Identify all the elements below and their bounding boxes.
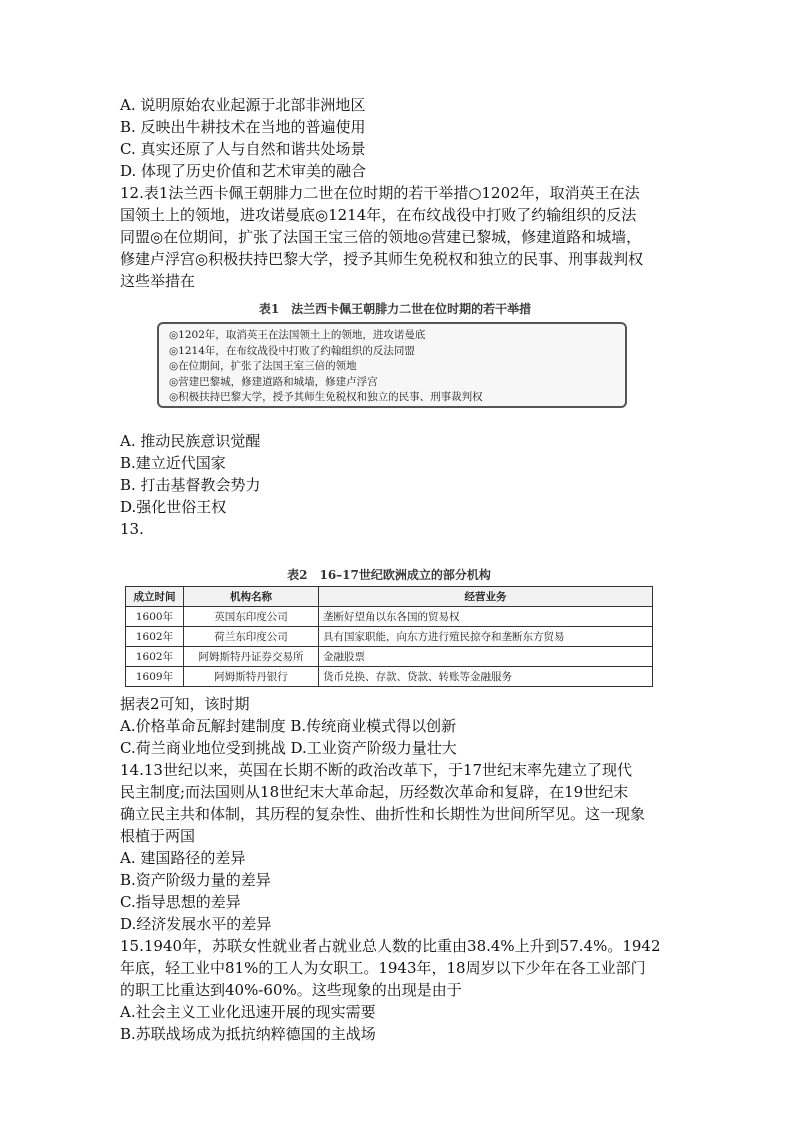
table-row	[126, 607, 653, 627]
q12-option-a: A. 推动民族意识觉醒	[120, 432, 261, 450]
table-cell: 阿姆斯特丹银行	[184, 667, 319, 687]
table-cell: 1600年	[126, 607, 184, 627]
q15-stem	[120, 935, 680, 1001]
q11-option-d: D. 体现了历史价值和艺术审美的融合	[120, 162, 367, 180]
q12-table-row: ◎积极扶持巴黎大学，授予其师生免税权和独立的民事、刑事裁判权	[169, 391, 483, 403]
q12-options	[120, 430, 680, 518]
table-row	[126, 647, 653, 667]
q15-stem-line: 的职工比重达到40%-60%。这些现象的出现是由于	[120, 981, 462, 999]
q14-stem-line: 14.13世纪以来，英国在长期不断的政治改革下，于17世纪末率先建立了现代	[120, 761, 633, 779]
q14-stem-line: 民主制度;而法国则从18世纪末大革命起，历经数次革命和复辟，在19世纪末	[120, 783, 629, 801]
q14-option-d: D.经济发展水平的差异	[120, 915, 272, 933]
q14-stem-line: 确立民主共和体制，其历程的复杂性、曲折性和长期性为世间所罕见。这一现象	[120, 805, 646, 823]
q14-option-c: C.指导思想的差异	[120, 893, 241, 911]
q15-options	[120, 1001, 680, 1045]
q12-table-box	[157, 322, 627, 408]
q13-table-caption: 表2 16–17世纪欧洲成立的部分机构	[287, 568, 491, 582]
table-cell: 1609年	[126, 667, 184, 687]
q13-options-cd: C.荷兰商业地位受到挑战 D.工业资产阶级力量壮大	[120, 739, 457, 757]
q14-stem	[120, 759, 680, 847]
q12-stem-line: 这些举措在	[120, 272, 196, 290]
q13-options-ab: A.价格革命瓦解封建制度 B.传统商业模式得以创新	[120, 717, 457, 735]
q15-stem-line: 年底，轻工业中81%的工人为女职工。1943年，18周岁以下少年在各工业部门	[120, 959, 646, 977]
q12-option-d: D.强化世俗王权	[120, 498, 227, 516]
q11-options	[120, 94, 680, 182]
q12-option-b: B.建立近代国家	[120, 454, 226, 472]
q12-table-caption: 表1 法兰西卡佩王朝腓力二世在位时期的若干举措	[258, 302, 532, 316]
table-cell: 金融股票	[319, 647, 653, 667]
exam-page	[120, 94, 680, 1045]
q11-option-b: B. 反映出牛耕技术在当地的普遍使用	[120, 118, 366, 136]
q12-table	[145, 300, 645, 420]
q11-option-c: C. 真实还原了人与自然和谐共处场景	[120, 140, 366, 158]
q12-table-row: ◎1202年，取消英王在法国领土上的领地，进攻诺曼底	[169, 329, 426, 341]
q15-option-b: B.苏联战场成为抵抗纳粹德国的主战场	[120, 1025, 376, 1043]
q12-stem	[120, 182, 680, 292]
table-cell: 垄断好望角以东各国的贸易权	[319, 607, 653, 627]
table-cell: 1602年	[126, 647, 184, 667]
table-cell: 1602年	[126, 627, 184, 647]
table-header-row	[126, 587, 653, 607]
q12-table-row: ◎营建巴黎城，修建道路和城墙，修建卢浮宫	[169, 375, 378, 388]
table-cell: 英国东印度公司	[184, 607, 319, 627]
table-row	[126, 667, 653, 687]
table-row	[126, 627, 653, 647]
table-header-cell: 经营业务	[319, 587, 653, 607]
table-header-cell: 成立时间	[126, 587, 184, 607]
q13-number: 13.	[120, 520, 144, 538]
q12-stem-line: 修建卢浮宫◎积极扶持巴黎大学，授予其师生免税权和独立的民事、刑事裁判权	[120, 250, 644, 268]
q13-table	[125, 566, 653, 687]
q12-stem-line: 12.表1法兰西卡佩王朝腓力二世在位时期的若干举措○1202年，取消英王在法	[120, 184, 640, 202]
q14-option-a: A. 建国路径的差异	[120, 849, 246, 867]
q15-stem-line: 15.1940年，苏联女性就业者占就业总人数的比重由38.4%上升到57.4%。1942	[120, 937, 661, 955]
q14-options	[120, 847, 680, 935]
q12-table-row: ◎在位期间，扩张了法国王室三倍的领地	[169, 360, 357, 372]
q14-stem-line: 根植于两国	[120, 827, 196, 845]
q12-stem-line: 同盟◎在位期间，扩张了法国王宝三倍的领地◎营建已黎城，修建道路和城墙，	[120, 228, 642, 246]
q12-stem-line: 国领土上的领地，进攻诺曼底◎1214年，在布纹战役中打败了约输组织的反法	[120, 206, 637, 224]
q13-data-table	[125, 586, 653, 687]
table-cell: 货币兑换、存款、贷款、转账等金融服务	[319, 667, 653, 687]
table-cell: 荷兰东印度公司	[184, 627, 319, 647]
q11-option-a: A. 说明原始农业起源于北部非洲地区	[120, 96, 366, 114]
table-header-cell: 机构名称	[184, 587, 319, 607]
q13-stem: 据表2可知，该时期	[120, 695, 250, 713]
q15-option-a: A.社会主义工业化迅速开展的现实需要	[120, 1003, 376, 1021]
table-cell: 阿姆斯特丹证券交易所	[184, 647, 319, 667]
q12-option-c: B. 打击基督教会势力	[120, 476, 261, 494]
table-cell: 具有国家职能，向东方进行殖民掠夺和垄断东方贸易	[319, 627, 653, 647]
q12-table-row: ◎1214年，在布纹战役中打败了约翰组织的反法同盟	[169, 344, 415, 357]
q14-option-b: B.资产阶级力量的差异	[120, 871, 271, 889]
